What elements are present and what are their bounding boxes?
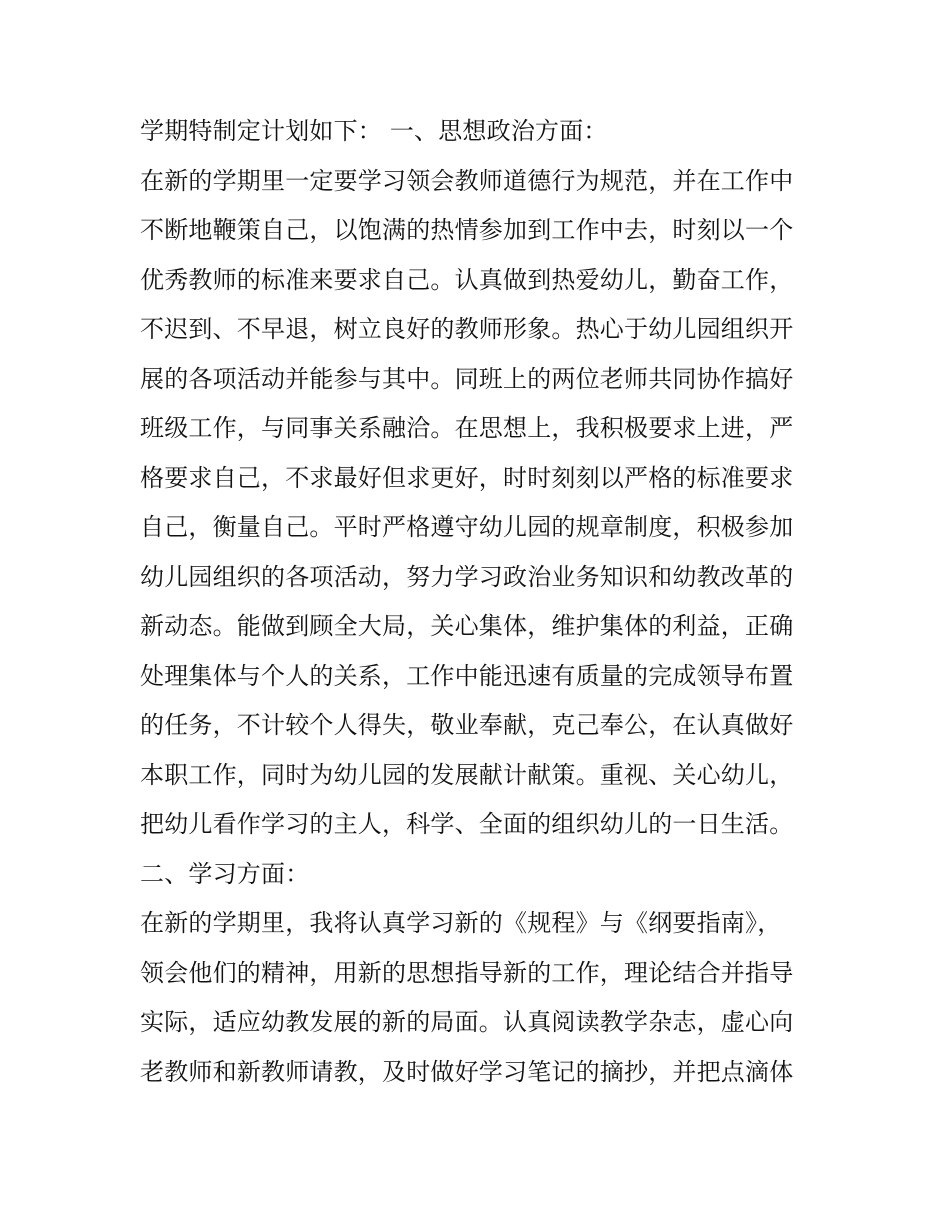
text-line: 幼儿园组织的各项活动，努力学习政治业务知识和幼教改革的 [140, 562, 794, 591]
text-line: 老教师和新教师请教，及时做好学习笔记的摘抄，并把点滴体 [140, 1057, 794, 1086]
text-line: 在新的学期里一定要学习领会教师道德行为规范，并在工作中 [140, 166, 794, 195]
text-line: 把幼儿看作学习的主人，科学、全面的组织幼儿的一日生活。 [140, 810, 794, 838]
text-line: 展的各项活动并能参与其中。同班上的两位老师共同协作搞好 [140, 364, 794, 393]
section-heading: 二、学习方面： [140, 859, 310, 888]
text-line: 自己，衡量自己。平时严格遵守幼儿园的规章制度，积极参加 [140, 513, 794, 541]
text-line: 处理集体与个人的关系，工作中能迅速有质量的完成领导布置 [140, 661, 794, 690]
text-line: 本职工作，同时为幼儿园的发展献计献策。重视、关心幼儿， [140, 760, 794, 789]
text-line: 在新的学期里，我将认真学习新的《规程》与《纲要指南》， [140, 909, 782, 937]
text-line: 不迟到、不早退，树立良好的教师形象。热心于幼儿园组织开 [140, 315, 794, 343]
text-line: 不断地鞭策自己，以饱满的热情参加到工作中去，时刻以一个 [140, 216, 794, 244]
text-line: 优秀教师的标准来要求自己。认真做到热爱幼儿，勤奋工作， [140, 265, 794, 294]
text-line: 新动态。能做到顾全大局，关心集体，维护集体的利益，正确 [140, 612, 794, 640]
body-text [140, 112, 820, 1092]
text-line: 的任务，不计较个人得失，敬业奉献，克己奉公，在认真做好 [140, 711, 794, 739]
text-line: 领会他们的精神，用新的思想指导新的工作，理论结合并指导 [140, 958, 794, 987]
text-line: 学期特制定计划如下： 一、思想政治方面： [140, 117, 608, 145]
text-line: 实际，适应幼教发展的新的局面。认真阅读教学杂志，虚心向 [140, 1008, 794, 1036]
text-line: 班级工作，与同事关系融洽。在思想上，我积极要求上进，严 [140, 414, 794, 442]
text-line: 格要求自己，不求最好但求更好，时时刻刻以严格的标准要求 [140, 463, 794, 492]
